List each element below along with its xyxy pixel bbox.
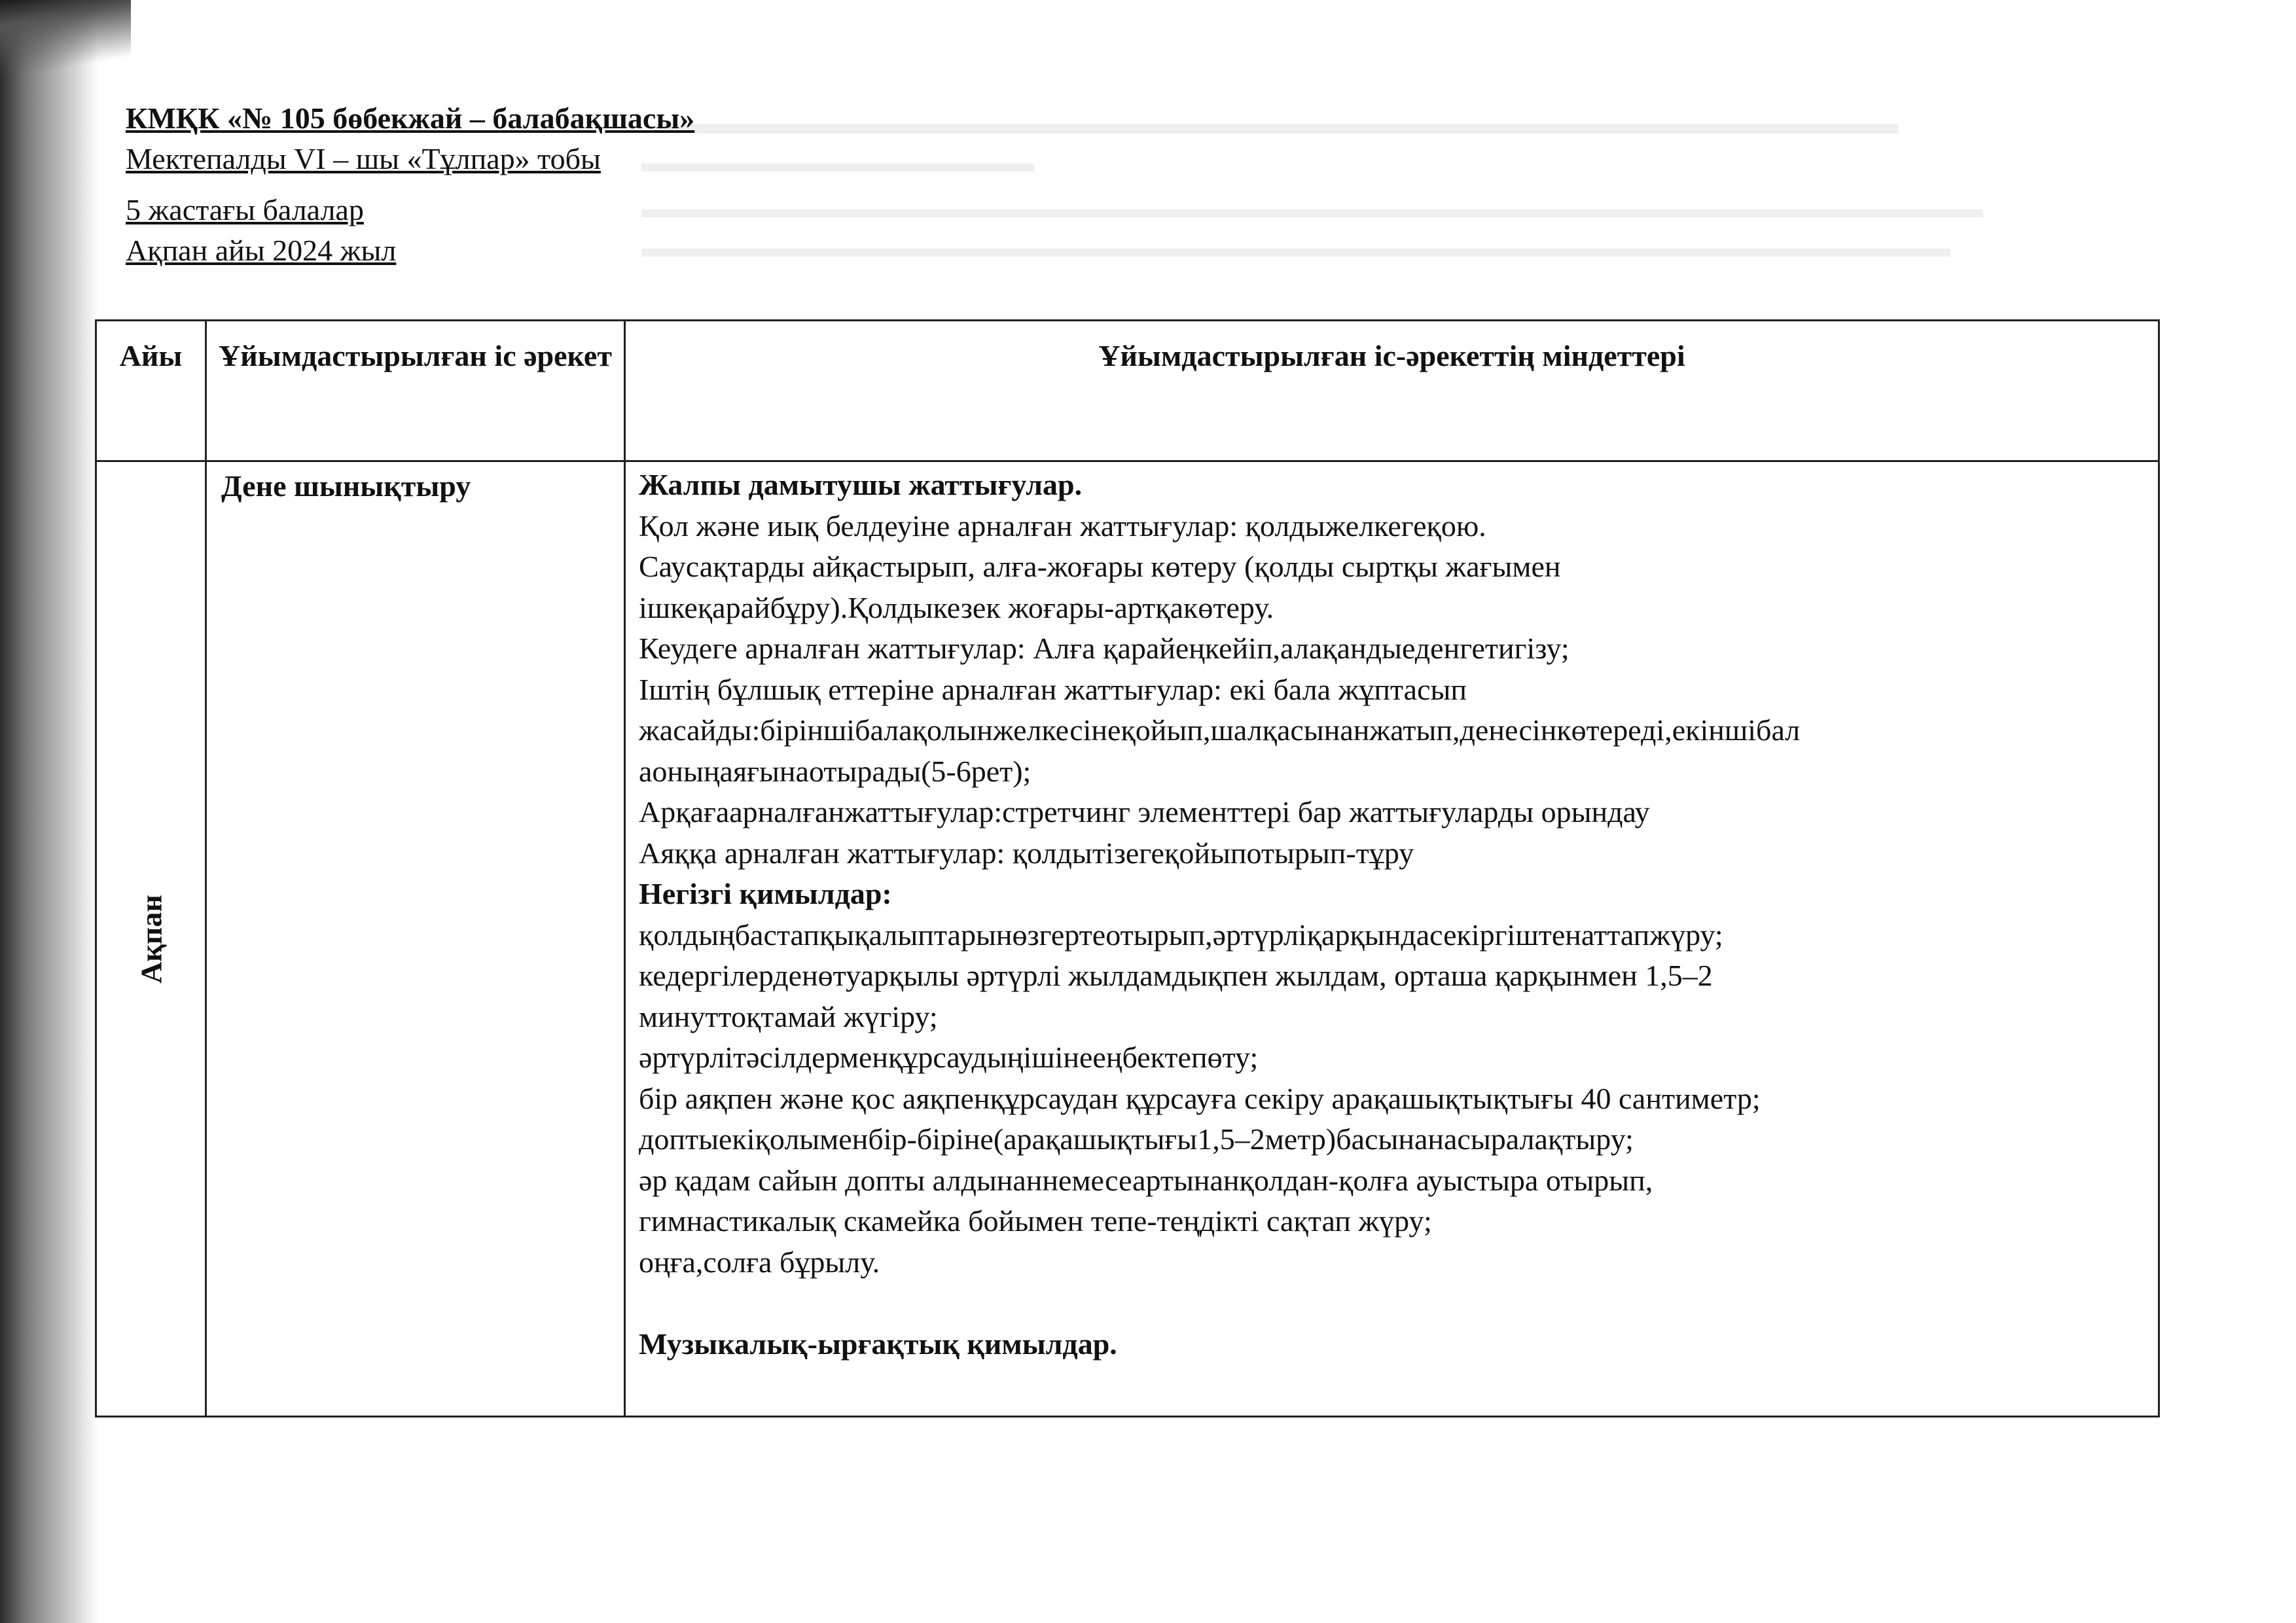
bleed-through-text — [641, 209, 1983, 236]
general-exercises-heading: Жалпы дамытушы жаттығулар. — [639, 468, 1083, 501]
task-line: минуттоқтамай жүгіру; — [639, 999, 938, 1033]
task-line: Іштің бұлшық еттеріне арналған жаттығулар: екі бала жұптасып — [639, 672, 1467, 706]
bleed-through-text — [641, 164, 1034, 190]
bleed-through-text — [655, 124, 1898, 153]
bleed-through-text — [641, 249, 1950, 275]
task-line: ішкеқарайбұру).Қолдыкезек жоғары-артқакөтеру. — [639, 590, 1274, 624]
task-line: Кеудеге арналған жаттығулар: Алға қарайеңкейіп,алақандыеденгетигізу; — [639, 632, 1570, 665]
activity-name: Дене шынықтыру — [206, 461, 625, 1417]
task-line: доптыекіқолыменбір-біріне(арақашықтығы1,5–2метр)басынанасыралақтыру; — [639, 1122, 1634, 1156]
header-activity: Ұйымдастырылған іс әрекет — [206, 321, 625, 461]
task-line: әр қадам сайын допты алдынаннемесеартынанқолдан-қолға ауыстыра отырып, — [639, 1163, 1653, 1197]
month-label: Ақпан — [134, 894, 168, 984]
activity-plan-table — [95, 319, 2160, 1418]
organization-title: КМҚК «№ 105 бөбекжай – балабақшасы» — [126, 101, 695, 135]
task-line: Саусақтарды айқастырып, алға-жоғары көтеру (қолды сыртқы жағымен — [639, 550, 1561, 583]
blank-line — [639, 1283, 2147, 1324]
task-line: оңға,солға бұрылу. — [639, 1245, 880, 1279]
table-row — [96, 461, 2159, 1417]
group-name: Мектепалды VI – шы «Тұлпар» тобы — [126, 142, 601, 175]
task-line: қолдыңбастапқықалыптарынөзгертеотырып,әртүрліқарқындасекіргіштенаттапжүру; — [639, 918, 1723, 952]
document-header — [126, 98, 694, 271]
task-line: аоныңаяғынаотырады(5-6рет); — [639, 754, 1031, 788]
plan-period: Ақпан айы 2024 жыл — [126, 234, 397, 267]
tasks-cell — [625, 461, 2159, 1417]
task-line: жасайды:біріншібалақолынжелкесінеқойып,шалқасынанжатып,денесінкөтереді,екіншібал — [639, 713, 1801, 747]
task-line: әртүрлітәсілдерменқұрсаудыңішінееңбектепөту; — [639, 1041, 1259, 1074]
task-line: Аяққа арналған жаттығулар: қолдытізегеқойыпотырып-тұру — [639, 836, 1414, 870]
header-month: Айы — [96, 321, 206, 461]
age-group: 5 жастағы балалар — [126, 193, 364, 226]
task-line: гимнастикалық скамейка бойымен тепе-теңдікті сақтап жүру; — [639, 1204, 1432, 1238]
table-header-row — [96, 321, 2159, 461]
task-line: бір аяқпен және қос аяқпенқұрсаудан құрсауға секіру арақашықтықтығы 40 сантиметр; — [639, 1081, 1761, 1115]
scan-edge-shadow — [0, 0, 98, 1623]
task-line: кедергілерденөтуарқылы әртүрлі жылдамдықпен жылдам, орташа қарқынмен 1,5–2 — [639, 959, 1713, 992]
task-line: Қол және иық белдеуіне арналған жаттығулар: қолдыжелкегеқою. — [639, 508, 1486, 543]
scan-corner-shadow — [0, 0, 131, 79]
task-line: Арқағаарналғанжаттығулар:стретчинг элементтері бар жаттығуларды орындау — [639, 795, 1650, 829]
main-movements-heading: Негізгі қимылдар: — [639, 877, 892, 910]
music-rhythm-heading: Музыкалық-ырғақтық қимылдар. — [639, 1327, 1117, 1361]
header-tasks: Ұйымдастырылған іс-әрекеттің міндеттері — [625, 321, 2159, 461]
month-cell — [96, 461, 206, 1417]
